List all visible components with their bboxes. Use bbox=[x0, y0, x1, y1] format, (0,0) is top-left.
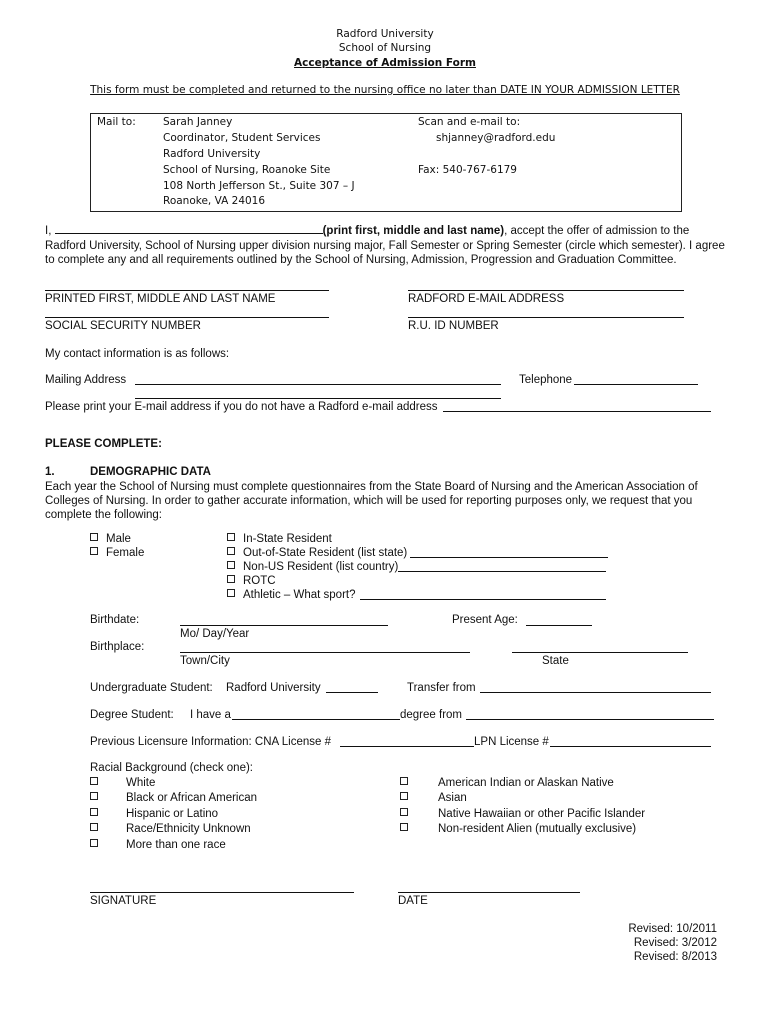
address-line: Coordinator, Student Services bbox=[163, 132, 321, 144]
race-option-white[interactable]: White bbox=[90, 777, 155, 789]
birthdate-hint: Mo/ Day/Year bbox=[180, 628, 250, 640]
racial-background-label: Racial Background (check one): bbox=[90, 762, 253, 774]
please-complete-heading: PLEASE COMPLETE: bbox=[45, 438, 162, 450]
state-label: State bbox=[542, 655, 569, 667]
mailing-address-line[interactable] bbox=[135, 384, 501, 385]
cna-license-label: Previous Licensure Information: CNA License # bbox=[90, 736, 331, 748]
school-name: School of Nursing bbox=[338, 42, 432, 54]
address-line: Sarah Janney bbox=[163, 116, 233, 128]
signature-line[interactable] bbox=[90, 892, 354, 893]
revision-note: Revised: 8/2013 bbox=[633, 951, 717, 963]
checkbox[interactable] bbox=[227, 547, 235, 555]
section-number: 1. bbox=[45, 466, 55, 478]
address-line: School of Nursing, Roanoke Site bbox=[163, 164, 331, 176]
state-line[interactable] bbox=[512, 652, 688, 653]
acceptance-statement: I, (print first, middle and last name), accept the offer of admission to the Radford University, School of Nursing upper division nursing major, Fall Semester or Spring Semester (circle which semester). I agree to complete any and all requirements outlined by the School of Nursing, Admission, Progression and Graduation Committee. bbox=[45, 225, 725, 266]
checkbox[interactable] bbox=[400, 808, 408, 816]
checkbox[interactable] bbox=[227, 561, 235, 569]
birthplace-label: Birthplace: bbox=[90, 641, 145, 653]
race-option-american-indian[interactable]: American Indian or Alaskan Native bbox=[400, 777, 614, 789]
telephone-line[interactable] bbox=[574, 384, 698, 385]
sport-line[interactable] bbox=[360, 599, 606, 600]
ru-id-label: R.U. ID NUMBER bbox=[408, 320, 499, 332]
undergrad-label: Undergraduate Student: bbox=[90, 682, 213, 694]
female-option[interactable]: Female bbox=[90, 547, 144, 559]
town-city-label: Town/City bbox=[180, 655, 230, 667]
mailing-address-label: Mailing Address bbox=[45, 374, 127, 386]
race-option-black[interactable]: Black or African American bbox=[90, 792, 257, 804]
transfer-from-label: Transfer from bbox=[407, 682, 476, 694]
in-state-option[interactable]: In-State Resident bbox=[227, 533, 332, 545]
checkbox[interactable] bbox=[227, 589, 235, 597]
contact-intro: My contact information is as follows: bbox=[45, 348, 230, 360]
ru-id-line[interactable] bbox=[408, 317, 684, 318]
birthdate-line[interactable] bbox=[180, 625, 388, 626]
checkbox[interactable] bbox=[400, 823, 408, 831]
out-of-state-line[interactable] bbox=[410, 557, 608, 558]
race-option-hispanic[interactable]: Hispanic or Latino bbox=[90, 808, 218, 820]
birthdate-label: Birthdate: bbox=[90, 614, 140, 626]
transfer-from-line[interactable] bbox=[480, 692, 711, 693]
checkbox[interactable] bbox=[90, 533, 98, 541]
radford-email-label: RADFORD E-MAIL ADDRESS bbox=[408, 293, 565, 305]
ssn-label: SOCIAL SECURITY NUMBER bbox=[45, 320, 201, 332]
non-us-option[interactable]: Non-US Resident (list country) bbox=[227, 561, 398, 573]
printed-name-label: PRINTED FIRST, MIDDLE AND LAST NAME bbox=[45, 293, 276, 305]
ssn-line[interactable] bbox=[45, 317, 329, 318]
date-line[interactable] bbox=[398, 892, 580, 893]
address-line: Roanoke, VA 24016 bbox=[163, 195, 266, 207]
university-name: Radford University bbox=[336, 28, 434, 40]
revision-note: Revised: 10/2011 bbox=[628, 923, 717, 935]
town-city-line[interactable] bbox=[180, 652, 470, 653]
contact-email: shjanney@radford.edu bbox=[436, 132, 556, 144]
checkbox[interactable] bbox=[227, 533, 235, 541]
checkbox[interactable] bbox=[90, 792, 98, 800]
cna-license-line[interactable] bbox=[340, 746, 474, 747]
radford-email-line[interactable] bbox=[408, 290, 684, 291]
checkbox[interactable] bbox=[90, 823, 98, 831]
demographic-intro: Each year the School of Nursing must complete questionnaires from the State Board of Nursing and the American Association of Colleges of Nursing. In order to gather accurate information, which will be used for reporting purposes only, we request that you complete the following: bbox=[45, 481, 698, 521]
race-option-unknown[interactable]: Race/Ethnicity Unknown bbox=[90, 823, 251, 835]
checkbox[interactable] bbox=[90, 777, 98, 785]
degree-type-line[interactable] bbox=[232, 719, 400, 720]
radford-university-option: Radford University bbox=[226, 682, 321, 694]
out-of-state-option[interactable]: Out-of-State Resident (list state) bbox=[227, 547, 407, 559]
race-option-asian[interactable]: Asian bbox=[400, 792, 467, 804]
personal-email-line[interactable] bbox=[443, 411, 711, 412]
country-line[interactable] bbox=[398, 571, 606, 572]
address-line: Radford University bbox=[163, 148, 261, 160]
race-option-nonresident[interactable]: Non-resident Alien (mutually exclusive) bbox=[400, 823, 636, 835]
checkbox[interactable] bbox=[400, 792, 408, 800]
present-age-line[interactable] bbox=[526, 625, 592, 626]
signature-label: SIGNATURE bbox=[90, 895, 157, 907]
checkbox[interactable] bbox=[400, 777, 408, 785]
race-option-multiple[interactable]: More than one race bbox=[90, 839, 226, 851]
form-title: Acceptance of Admission Form bbox=[294, 57, 476, 69]
checkbox[interactable] bbox=[90, 839, 98, 847]
deadline-notice: This form must be completed and returned to the nursing office no later than DATE IN YOUR ADMISSION LETTER bbox=[90, 84, 680, 96]
present-age-label: Present Age: bbox=[452, 614, 518, 626]
i-have-a-label: I have a bbox=[190, 709, 231, 721]
degree-from-line[interactable] bbox=[466, 719, 714, 720]
lpn-license-label: LPN License # bbox=[474, 736, 549, 748]
scan-email-label: Scan and e-mail to: bbox=[418, 116, 521, 128]
lpn-license-line[interactable] bbox=[550, 746, 711, 747]
athletic-option[interactable]: Athletic – What sport? bbox=[227, 589, 356, 601]
printed-name-line[interactable] bbox=[45, 290, 329, 291]
male-option[interactable]: Male bbox=[90, 533, 131, 545]
race-option-hawaiian[interactable]: Native Hawaiian or other Pacific Islander bbox=[400, 808, 645, 820]
checkbox[interactable] bbox=[227, 575, 235, 583]
mailing-address-line-2[interactable] bbox=[135, 398, 501, 399]
radford-university-line[interactable] bbox=[326, 692, 378, 693]
degree-from-label: degree from bbox=[400, 709, 463, 721]
telephone-label: Telephone bbox=[519, 374, 573, 386]
revision-note: Revised: 3/2012 bbox=[633, 937, 717, 949]
mail-to-label: Mail to: bbox=[97, 116, 136, 128]
rotc-option[interactable]: ROTC bbox=[227, 575, 276, 587]
personal-email-label: Please print your E-mail address if you do not have a Radford e-mail address bbox=[45, 401, 438, 413]
address-line: 108 North Jefferson St., Suite 307 – J bbox=[163, 180, 355, 192]
full-name-blank[interactable] bbox=[55, 224, 323, 234]
date-label: DATE bbox=[398, 895, 428, 907]
fax-number: Fax: 540-767-6179 bbox=[418, 164, 517, 176]
degree-student-label: Degree Student: bbox=[90, 709, 174, 721]
checkbox[interactable] bbox=[90, 808, 98, 816]
demographic-heading: DEMOGRAPHIC DATA bbox=[90, 466, 211, 478]
checkbox[interactable] bbox=[90, 547, 98, 555]
